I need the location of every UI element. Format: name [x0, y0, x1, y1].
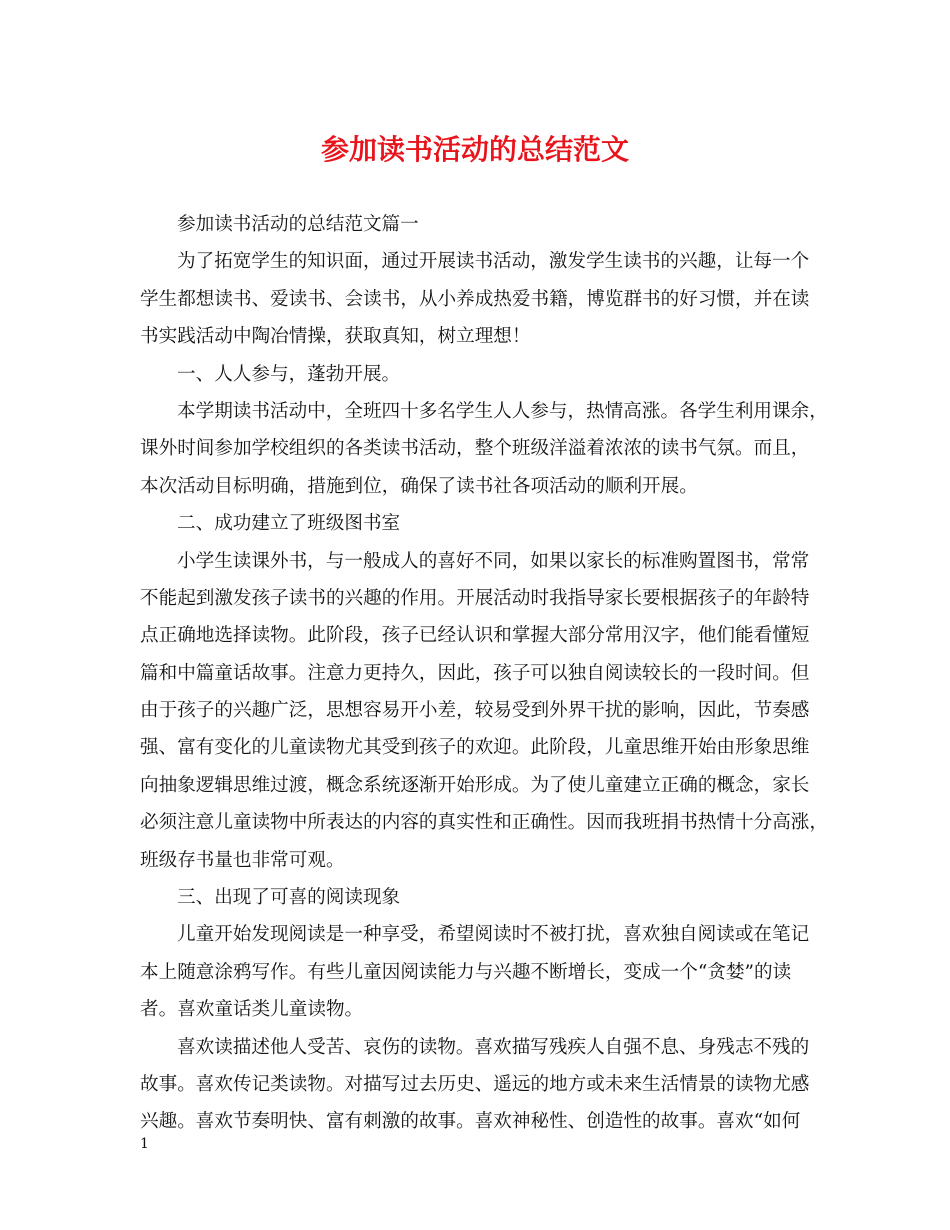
paragraph-line: 学生都想读书、爱读书、会读书，从小养成热爱书籍，博览群书的好习惯，并在读 [140, 288, 810, 310]
paragraph-line: 故事。喜欢传记类读物。对描写过去历史、遥远的地方或未来生活情景的读物尤感 [140, 1073, 810, 1095]
document-title: 参加读书活动的总结范文 [320, 133, 629, 166]
section-heading: 二、成功建立了班级图书室 [177, 513, 401, 535]
paragraph-line: 课外时间参加学校组织的各类读书活动，整个班级洋溢着浓浓的读书气氛。而且， [140, 438, 810, 460]
paragraph-line: 班级存书量也非常可观。 [140, 849, 345, 871]
section-heading: 一、人人参与，蓬勃开展。 [177, 363, 401, 385]
paragraph-line: 不能起到激发孩子读书的兴趣的作用。开展活动时我指导家长要根据孩子的年龄特 [140, 587, 810, 609]
paragraph-line: 强、富有变化的儿童读物尤其受到孩子的欢迎。此阶段，儿童思维开始由形象思维 [140, 737, 810, 759]
paragraph-line: 喜欢读描述他人受苦、哀伤的读物。喜欢描写残疾人自强不息、身残志不残的 [177, 1036, 810, 1058]
paragraph-line: 书实践活动中陶冶情操，获取真知，树立理想！ [140, 326, 531, 348]
paragraph-line: 本上随意涂鸦写作。有些儿童因阅读能力与兴趣不断增长，变成一个“贪婪”的读 [140, 961, 792, 983]
paragraph-line: 由于孩子的兴趣广泛，思想容易开小差，较易受到外界干扰的影响，因此，节奏感 [140, 700, 810, 722]
paragraph-line: 必须注意儿童读物中所表达的内容的真实性和正确性。因而我班捐书热情十分高涨， [140, 812, 828, 834]
paragraph-line: 小学生读课外书，与一般成人的喜好不同，如果以家长的标准购置图书，常常 [177, 550, 810, 572]
paragraph-line: 向抽象逻辑思维过渡，概念系统逐渐开始形成。为了使儿童建立正确的概念，家长 [140, 774, 810, 796]
paragraph-line: 点正确地选择读物。此阶段，孩子已经认识和掌握大部分常用汉字，他们能看懂短 [140, 625, 810, 647]
paragraph-line: 者。喜欢童话类儿童读物。 [140, 999, 364, 1021]
paragraph-line: 篇和中篇童话故事。注意力更持久，因此，孩子可以独自阅读较长的一段时间。但 [140, 662, 810, 684]
document-body [140, 206, 828, 1141]
paragraph-line: 儿童开始发现阅读是一种享受，希望阅读时不被打扰，喜欢独自阅读或在笔记 [177, 924, 810, 946]
section-heading: 参加读书活动的总结范文篇一 [177, 214, 419, 235]
paragraph-line: 为了拓宽学生的知识面，通过开展读书活动，激发学生读书的兴趣，让每一个 [177, 251, 810, 273]
page-number: 1 [140, 1136, 149, 1152]
paragraph-line: 本学期读书活动中，全班四十多名学生人人参与，热情高涨。各学生利用课余， [177, 400, 828, 422]
paragraph-line: 兴趣。喜欢节奏明快、富有刺激的故事。喜欢神秘性、创造性的故事。喜欢“如何 [140, 1111, 801, 1133]
section-heading: 三、出现了可喜的阅读现象 [177, 887, 401, 909]
paragraph-line: 本次活动目标明确，措施到位，确保了读书社各项活动的顺利开展。 [140, 475, 698, 497]
